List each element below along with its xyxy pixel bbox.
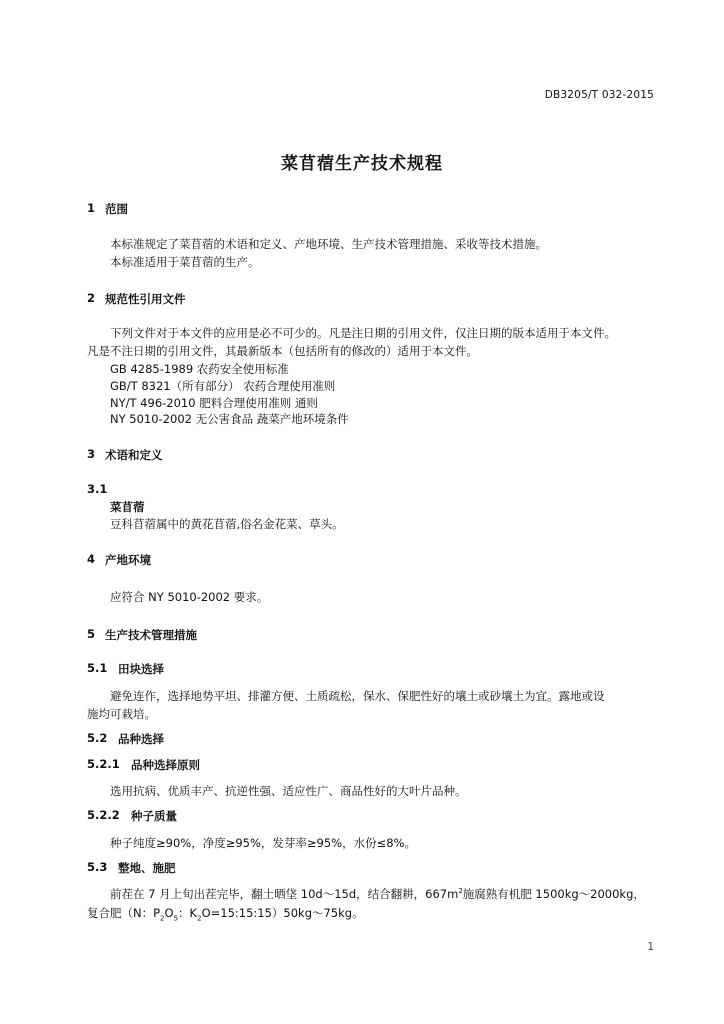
reference-item: NY 5010-2002 无公害食品 蔬菜产地环境条件 xyxy=(110,412,349,426)
clause-5-3-line-1: 前茬在 7 月上旬出茬完毕，翻土晒垡 10d～15d，结合翻耕，$667m^2$施腐熟有机肥 1500kg～2000kg， xyxy=(110,887,645,901)
section-1-heading: 范围 xyxy=(105,202,128,216)
clause-5-2-2-heading: 种子质量 xyxy=(131,809,177,823)
clause-5-1-line-1: 避免连作，选择地势平坦、排灌方便、土质疏松，保水、保肥性好的壤土或砂壤土为宜。露地或设 xyxy=(110,689,605,703)
section-1-number: 1 xyxy=(87,201,96,215)
standard-number: DB3205/T 032-2015 xyxy=(544,89,654,101)
section-1-paragraph-1: 本标准规定了菜苜蓿的术语和定义、产地环境、生产技术管理措施、采收等技术措施。 xyxy=(110,237,547,251)
clause-5-2-number: 5.2 xyxy=(87,731,108,745)
clause-5-2-1-heading: 品种选择原则 xyxy=(131,758,200,772)
clause-5-3-number: 5.3 xyxy=(87,860,108,874)
reference-item: NY/T 496-2010 肥料合理使用准则 通则 xyxy=(110,396,318,410)
clause-5-1-line-2: 施均可栽培。 xyxy=(87,707,156,721)
section-1-paragraph-2: 本标准适用于菜苜蓿的生产。 xyxy=(110,255,260,269)
section-4-number: 4 xyxy=(87,552,96,566)
section-2-paragraph-line-1: 下列文件对于本文件的应用是必不可少的。凡是注日期的引用文件，仅注日期的版本适用于本文件。 xyxy=(110,326,616,340)
clause-5-1-number: 5.1 xyxy=(87,661,108,675)
reference-item: GB 4285-1989 农药安全使用标准 xyxy=(110,362,289,376)
section-2-number: 2 xyxy=(87,291,96,305)
clause-3-1-number: 3.1 xyxy=(87,482,108,496)
section-4-paragraph: 应符合 NY 5010-2002 要求。 xyxy=(110,590,269,604)
clause-5-2-heading: 品种选择 xyxy=(118,732,164,746)
term-definition: 豆科苜蓿属中的黄花苜蓿,俗名金花菜、草头。 xyxy=(110,517,344,531)
term-name: 菜苜蓿 xyxy=(110,500,145,514)
page-title: 菜苜蓿生产技术规程 xyxy=(281,154,443,174)
clause-5-2-1-number: 5.2.1 xyxy=(87,757,120,771)
reference-item: GB/T 8321（所有部分） 农药合理使用准则 xyxy=(110,379,336,393)
clause-5-2-1-paragraph: 选用抗病、优质丰产、抗逆性强、适应性广、商品性好的大叶片品种。 xyxy=(110,784,467,798)
clause-5-2-2-paragraph: 种子纯度≥90%，净度≥95%，发芽率≥95%，水份≤8%。 xyxy=(110,836,416,850)
section-3-heading: 术语和定义 xyxy=(105,448,163,462)
clause-5-3-heading: 整地、施肥 xyxy=(118,861,176,875)
section-3-number: 3 xyxy=(87,447,96,461)
section-5-heading: 生产技术管理措施 xyxy=(105,628,197,642)
page-number: 1 xyxy=(647,941,654,953)
clause-5-3-line-2: 复合肥（N：$P_2O_5$：$K_2O=15:15:15)50kg\sim 75kg$。 xyxy=(87,906,364,923)
section-5-number: 5 xyxy=(87,627,96,641)
section-2-paragraph-line-2: 凡是不注日期的引用文件，其最新版本（包括所有的修改的）适用于本文件。 xyxy=(87,344,478,358)
section-2-heading: 规范性引用文件 xyxy=(105,292,186,306)
clause-5-1-heading: 田块选择 xyxy=(118,662,164,676)
section-4-heading: 产地环境 xyxy=(105,553,151,567)
clause-5-2-2-number: 5.2.2 xyxy=(87,808,120,822)
